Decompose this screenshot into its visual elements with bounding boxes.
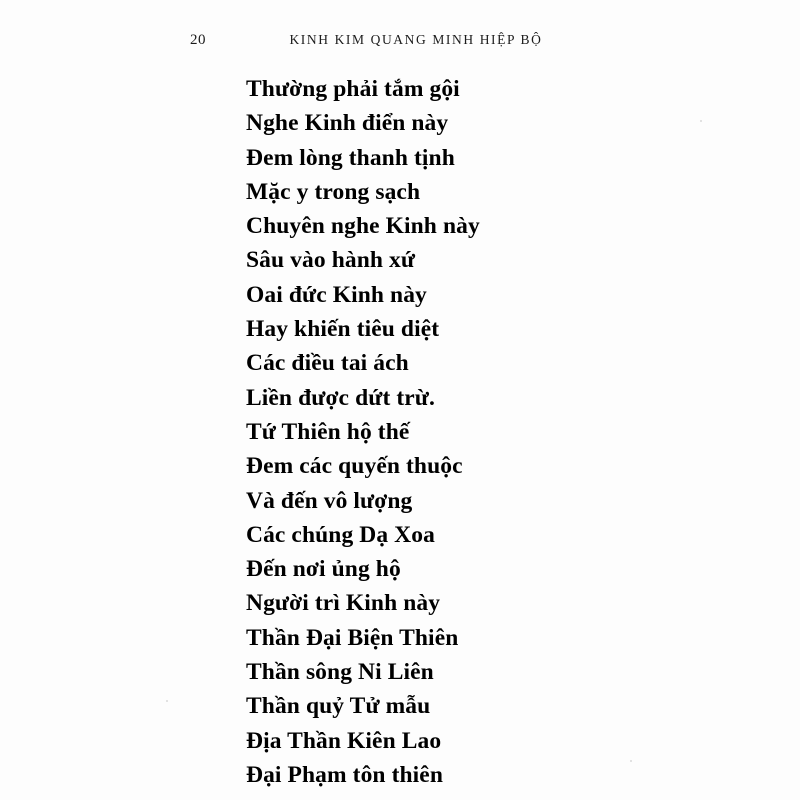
verse-line: Chuyên nghe Kinh này	[246, 213, 480, 240]
verse-line: Đem các quyến thuộc	[246, 453, 463, 480]
paper-speck	[166, 700, 168, 702]
verse-line: Thần Đại Biện Thiên	[246, 624, 459, 651]
page-header	[190, 32, 620, 56]
verse-line: Thường phải tắm gội	[246, 76, 460, 102]
verse-line: Thần sông Ni Liên	[246, 659, 434, 686]
verse-line: Các chúng Dạ Xoa	[246, 521, 435, 548]
verse-line: Đem lòng thanh tịnh	[246, 144, 455, 171]
verse-line: Địa Thần Kiên Lao	[246, 727, 442, 754]
verse-block	[246, 72, 716, 792]
verse-line: Nghe Kinh điển này	[246, 110, 449, 137]
paper-speck	[700, 120, 702, 122]
verse-line: Đại Phạm tôn thiên	[246, 761, 443, 788]
verse-line: Sâu vào hành xứ	[246, 247, 416, 274]
verse-line: Tứ Thiên hộ thế	[246, 418, 410, 445]
verse-line: Hay khiến tiêu diệt	[246, 316, 440, 343]
running-head-title: KINH KIM QUANG MINH HIỆP BỘ	[289, 32, 543, 47]
verse-line: Và đến vô lượng	[246, 487, 413, 514]
verse-line: Oai đức Kinh này	[246, 281, 427, 308]
verse-line: Thần quỷ Tử mẫu	[246, 693, 431, 720]
verse-line: Đến nơi ủng hộ	[246, 556, 401, 583]
verse-line: Liền được dứt trừ.	[246, 384, 435, 411]
verse-line: Mặc y trong sạch	[246, 178, 421, 205]
page-number: 20	[190, 32, 206, 48]
verse-line: Các điều tai ách	[246, 350, 409, 377]
verse-line: Người trì Kinh này	[246, 590, 441, 617]
paper-speck	[630, 760, 632, 762]
